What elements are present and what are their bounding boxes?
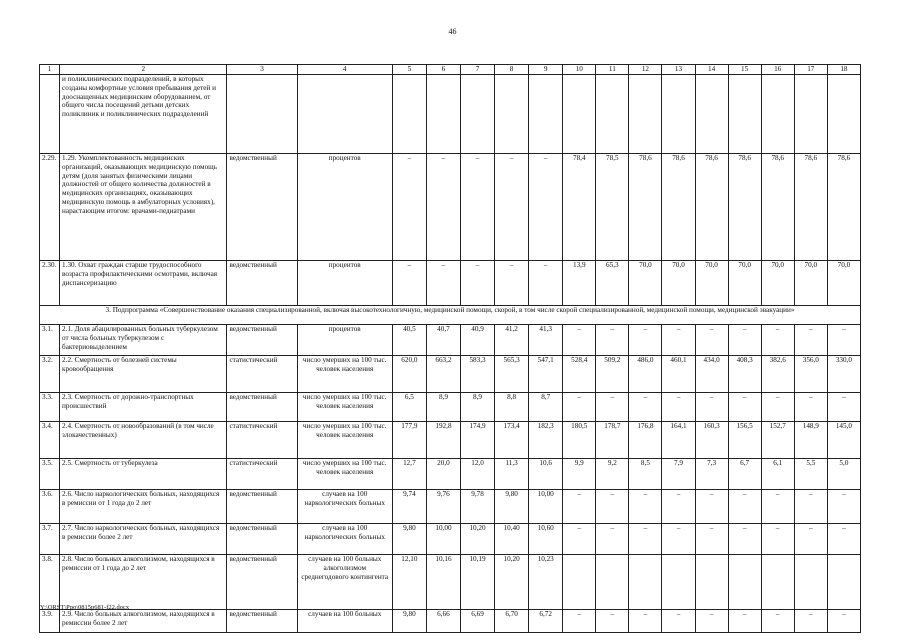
value-cell: 180,5 xyxy=(563,422,596,459)
indicator-name: 2.5. Смертность от туберкулеза xyxy=(60,459,227,490)
value-cell: 10,60 xyxy=(529,524,563,555)
value-cell: – xyxy=(596,524,629,555)
value-cell: – xyxy=(662,524,695,555)
unit: число умерших на 100 тыс. человек населения xyxy=(297,393,392,422)
column-number-row xyxy=(40,65,861,75)
value-cell: – xyxy=(728,393,761,422)
value-cell: – xyxy=(629,610,662,633)
column-number: 11 xyxy=(596,65,629,75)
row-number: 3.8. xyxy=(40,555,60,610)
value-cell: 9,74 xyxy=(392,490,426,524)
data-source: ведомственный xyxy=(227,490,297,524)
value-cell: 164,1 xyxy=(662,422,695,459)
value-cell: 178,7 xyxy=(596,422,629,459)
unit: случаев на 100 больных xyxy=(297,610,392,633)
indicator-name: 2.7. Число наркологических больных, находящихся в ремиссии более 2 лет xyxy=(60,524,227,555)
indicator-row xyxy=(40,325,861,356)
value-cell: – xyxy=(460,261,494,306)
column-number: 17 xyxy=(794,65,827,75)
value-cell: 10,40 xyxy=(495,524,529,555)
indicator-row xyxy=(40,524,861,555)
value-cell xyxy=(761,555,794,610)
value-cell: 7,9 xyxy=(662,459,695,490)
value-cell xyxy=(827,555,860,610)
value-cell: 70,0 xyxy=(761,261,794,306)
indicator-row xyxy=(40,555,861,610)
unit: случаев на 100 больных алкоголизмом среднегодового контингента xyxy=(297,555,392,610)
data-source: статистический xyxy=(227,422,297,459)
value-cell: 10,23 xyxy=(529,555,563,610)
value-cell: – xyxy=(629,490,662,524)
indicator-row xyxy=(40,154,861,261)
value-cell: 8,8 xyxy=(495,393,529,422)
value-cell: – xyxy=(662,490,695,524)
value-cell: – xyxy=(426,261,460,306)
value-cell xyxy=(695,555,728,610)
value-cell: – xyxy=(529,154,563,261)
value-cell: – xyxy=(495,154,529,261)
value-cell: – xyxy=(662,393,695,422)
footer-file-path: Y:\ORST\Ppo\0815p681-f22.docx xyxy=(40,604,130,611)
indicator-row xyxy=(40,459,861,490)
column-number: 6 xyxy=(426,65,460,75)
page-number: 46 xyxy=(448,27,457,36)
value-cell: 156,5 xyxy=(728,422,761,459)
value-cell: 565,3 xyxy=(495,356,529,393)
value-cell: – xyxy=(460,154,494,261)
data-source: ведомственный xyxy=(227,524,297,555)
value-cell: – xyxy=(695,325,728,356)
value-cell: 9,9 xyxy=(563,459,596,490)
value-cell: 486,0 xyxy=(629,356,662,393)
value-cell xyxy=(596,555,629,610)
value-cell: 40,7 xyxy=(426,325,460,356)
row-number: 2.29. xyxy=(40,154,60,261)
subprogram-row xyxy=(40,306,861,325)
column-number: 3 xyxy=(227,65,297,75)
value-cell: 528,4 xyxy=(563,356,596,393)
value-cell: 174,9 xyxy=(460,422,494,459)
value-cell: 176,8 xyxy=(629,422,662,459)
indicator-row xyxy=(40,422,861,459)
subprogram-title: 3. Подпрограмма «Совершенствование оказания специализированной, включая высокотехнологичную, медицинской помощи, скорой, в том числе скорой специализированной, медицинской помощи, медицинской эвакуации» xyxy=(40,306,861,325)
value-cell: 70,0 xyxy=(662,261,695,306)
value-cell: – xyxy=(596,490,629,524)
value-cell: – xyxy=(728,610,761,633)
value-cell: 5,0 xyxy=(827,459,860,490)
value-cell: – xyxy=(629,393,662,422)
value-cell: – xyxy=(761,393,794,422)
unit: случаев на 100 наркологических больных xyxy=(297,490,392,524)
value-cell: – xyxy=(529,261,563,306)
indicator-name: 2.2. Смертность от болезней системы кровообращения xyxy=(60,356,227,393)
value-cell: 6,5 xyxy=(392,393,426,422)
value-cell xyxy=(794,555,827,610)
value-cell: 40,5 xyxy=(392,325,426,356)
unit: число умерших на 100 тыс. человек населения xyxy=(297,422,392,459)
column-number: 4 xyxy=(297,65,392,75)
data-source: статистический xyxy=(227,459,297,490)
value-cell: – xyxy=(596,393,629,422)
value-cell: – xyxy=(662,325,695,356)
value-cell: 148,9 xyxy=(794,422,827,459)
data-source: ведомственный xyxy=(227,154,297,261)
value-cell: – xyxy=(827,524,860,555)
value-cell: 663,2 xyxy=(426,356,460,393)
value-cell: 7,3 xyxy=(695,459,728,490)
value-cell: 78,6 xyxy=(662,154,695,261)
indicators-table xyxy=(39,64,861,633)
column-number: 9 xyxy=(529,65,563,75)
row-number: 2.30. xyxy=(40,261,60,306)
value-cell: 160,3 xyxy=(695,422,728,459)
value-cell: – xyxy=(728,325,761,356)
value-cell: 12,0 xyxy=(460,459,494,490)
indicator-name: 2.3. Смертность от дорожно-транспортных происшествий xyxy=(60,393,227,422)
value-cell: 509,2 xyxy=(596,356,629,393)
unit: процентов xyxy=(297,154,392,261)
value-cell: – xyxy=(563,610,596,633)
indicator-name: и поликлинических подразделений, в которых созданы комфортные условия пребывания детей и дооснащенных медицинским оборудованием, от общего числа посещений детьми детских поликлиник и поликлинических подразделений xyxy=(60,75,227,154)
value-cell xyxy=(563,555,596,610)
indicator-name: 2.9. Число больных алкоголизмом, находящихся в ремиссии более 2 лет xyxy=(60,610,227,633)
row-number: 3.3. xyxy=(40,393,60,422)
value-cell: – xyxy=(794,393,827,422)
unit: число умерших на 100 тыс. человек населения xyxy=(297,459,392,490)
value-cell: 620,0 xyxy=(392,356,426,393)
value-cell: 10,20 xyxy=(460,524,494,555)
value-cell: – xyxy=(629,524,662,555)
data-source: ведомственный xyxy=(227,393,297,422)
column-number: 10 xyxy=(563,65,596,75)
unit: процентов xyxy=(297,325,392,356)
value-cell: 583,3 xyxy=(460,356,494,393)
value-cell: – xyxy=(695,490,728,524)
value-cell: – xyxy=(794,610,827,633)
column-number: 2 xyxy=(60,65,227,75)
value-cell xyxy=(629,555,662,610)
row-number: 3.5. xyxy=(40,459,60,490)
value-cell: 434,0 xyxy=(695,356,728,393)
value-cell: – xyxy=(827,610,860,633)
value-cell: 10,6 xyxy=(529,459,563,490)
value-cell: – xyxy=(596,325,629,356)
value-cell: – xyxy=(563,524,596,555)
value-cell: 10,00 xyxy=(426,524,460,555)
value-cell: 356,0 xyxy=(794,356,827,393)
value-cell: – xyxy=(596,610,629,633)
value-cell: 41,3 xyxy=(529,325,563,356)
value-cell: – xyxy=(695,610,728,633)
value-cell: 20,0 xyxy=(426,459,460,490)
value-cell: – xyxy=(563,325,596,356)
value-cell: 78,6 xyxy=(728,154,761,261)
value-cell: – xyxy=(563,393,596,422)
value-cell: 70,0 xyxy=(827,261,860,306)
value-cell: 9,80 xyxy=(495,490,529,524)
continuation-row xyxy=(40,75,861,154)
column-number: 14 xyxy=(695,65,728,75)
value-cell: – xyxy=(827,490,860,524)
value-cell: – xyxy=(827,393,860,422)
indicator-name: 2.6. Число наркологических больных, находящихся в ремиссии от 1 года до 2 лет xyxy=(60,490,227,524)
value-cell: 78,6 xyxy=(695,154,728,261)
value-cell: 41,2 xyxy=(495,325,529,356)
data-source: статистический xyxy=(227,356,297,393)
value-cell: – xyxy=(827,325,860,356)
value-cell: 6,72 xyxy=(529,610,563,633)
value-cell: 8,9 xyxy=(460,393,494,422)
row-number: 3.7. xyxy=(40,524,60,555)
column-number: 1 xyxy=(40,65,60,75)
value-cell: 6,69 xyxy=(460,610,494,633)
value-cell: 408,3 xyxy=(728,356,761,393)
value-cell xyxy=(662,555,695,610)
value-cell: 70,0 xyxy=(794,261,827,306)
data-source: ведомственный xyxy=(227,610,297,633)
value-cell: 78,6 xyxy=(827,154,860,261)
indicator-name: 1.30. Охват граждан старше трудоспособного возраста профилактическими осмотрами, включая диспансеризацию xyxy=(60,261,227,306)
value-cell: 78,6 xyxy=(761,154,794,261)
value-cell: 8,9 xyxy=(426,393,460,422)
value-cell xyxy=(728,555,761,610)
value-cell: 152,7 xyxy=(761,422,794,459)
value-cell: – xyxy=(563,490,596,524)
value-cell: 330,0 xyxy=(827,356,860,393)
value-cell: 78,4 xyxy=(563,154,596,261)
value-cell: 10,20 xyxy=(495,555,529,610)
value-cell: 145,0 xyxy=(827,422,860,459)
value-cell: 40,9 xyxy=(460,325,494,356)
unit: число умерших на 100 тыс. человек населения xyxy=(297,356,392,393)
value-cell: – xyxy=(794,325,827,356)
column-number: 12 xyxy=(629,65,662,75)
value-cell: – xyxy=(629,325,662,356)
value-cell: 78,5 xyxy=(596,154,629,261)
row-number: 3.1. xyxy=(40,325,60,356)
value-cell: – xyxy=(761,524,794,555)
value-cell: 78,6 xyxy=(794,154,827,261)
column-number: 13 xyxy=(662,65,695,75)
column-number: 8 xyxy=(495,65,529,75)
column-number: 18 xyxy=(827,65,860,75)
value-cell: 8,7 xyxy=(529,393,563,422)
value-cell: 70,0 xyxy=(629,261,662,306)
value-cell: 6,66 xyxy=(426,610,460,633)
data-source: ведомственный xyxy=(227,261,297,306)
value-cell: 177,9 xyxy=(392,422,426,459)
row-number: 3.2. xyxy=(40,356,60,393)
value-cell: 10,19 xyxy=(460,555,494,610)
value-cell: – xyxy=(695,524,728,555)
value-cell: – xyxy=(794,524,827,555)
value-cell: – xyxy=(662,610,695,633)
value-cell: – xyxy=(794,490,827,524)
value-cell: 9,2 xyxy=(596,459,629,490)
data-source: ведомственный xyxy=(227,555,297,610)
value-cell: 11,3 xyxy=(495,459,529,490)
column-number: 15 xyxy=(728,65,761,75)
row-number: 3.6. xyxy=(40,490,60,524)
column-number: 7 xyxy=(460,65,494,75)
column-number: 5 xyxy=(392,65,426,75)
value-cell: 182,3 xyxy=(529,422,563,459)
indicator-name: 2.4. Смертность от новообразований (в том числе злокачественных) xyxy=(60,422,227,459)
value-cell: 9,76 xyxy=(426,490,460,524)
indicator-row xyxy=(40,261,861,306)
value-cell: 547,1 xyxy=(529,356,563,393)
value-cell: 12,7 xyxy=(392,459,426,490)
value-cell: 9,80 xyxy=(392,610,426,633)
value-cell: 9,80 xyxy=(392,524,426,555)
data-source: ведомственный xyxy=(227,325,297,356)
value-cell: 6,7 xyxy=(728,459,761,490)
column-number: 16 xyxy=(761,65,794,75)
value-cell: 65,3 xyxy=(596,261,629,306)
value-cell: 78,6 xyxy=(629,154,662,261)
value-cell: – xyxy=(761,325,794,356)
value-cell: 6,70 xyxy=(495,610,529,633)
value-cell: 8,5 xyxy=(629,459,662,490)
indicator-name: 2.1. Доля абацилированных больных туберкулезом от числа больных туберкулезом с бактериовыделением xyxy=(60,325,227,356)
value-cell: 10,00 xyxy=(529,490,563,524)
value-cell: – xyxy=(761,610,794,633)
indicator-name: 1.29. Укомплектованность медицинских организаций, оказывающих медицинскую помощь детям (доля занятых физическими лицами должностей от общего количества должностей в медицинских организациях, оказывающих медицинскую помощь в амбулаторных условиях), нарастающим итогом: врачами-педиатрами xyxy=(60,154,227,261)
value-cell: 5,5 xyxy=(794,459,827,490)
value-cell: – xyxy=(392,154,426,261)
value-cell: 173,4 xyxy=(495,422,529,459)
value-cell: 70,0 xyxy=(728,261,761,306)
value-cell: – xyxy=(728,490,761,524)
indicator-row xyxy=(40,610,861,633)
value-cell: – xyxy=(695,393,728,422)
value-cell: 460,1 xyxy=(662,356,695,393)
value-cell: – xyxy=(761,490,794,524)
value-cell: 9,78 xyxy=(460,490,494,524)
value-cell: – xyxy=(728,524,761,555)
indicator-name: 2.8. Число больных алкоголизмом, находящихся в ремиссии от 1 года до 2 лет xyxy=(60,555,227,610)
value-cell: – xyxy=(392,261,426,306)
value-cell: 13,9 xyxy=(563,261,596,306)
unit: случаев на 100 наркологических больных xyxy=(297,524,392,555)
value-cell: 70,0 xyxy=(695,261,728,306)
value-cell: 12,10 xyxy=(392,555,426,610)
value-cell: 382,6 xyxy=(761,356,794,393)
value-cell: – xyxy=(495,261,529,306)
indicator-row xyxy=(40,490,861,524)
value-cell: 10,16 xyxy=(426,555,460,610)
indicator-row xyxy=(40,356,861,393)
value-cell: 6,1 xyxy=(761,459,794,490)
row-number: 3.4. xyxy=(40,422,60,459)
indicator-row xyxy=(40,393,861,422)
value-cell: 192,8 xyxy=(426,422,460,459)
value-cell: – xyxy=(426,154,460,261)
row-number: 3.9. xyxy=(40,610,60,633)
unit: процентов xyxy=(297,261,392,306)
